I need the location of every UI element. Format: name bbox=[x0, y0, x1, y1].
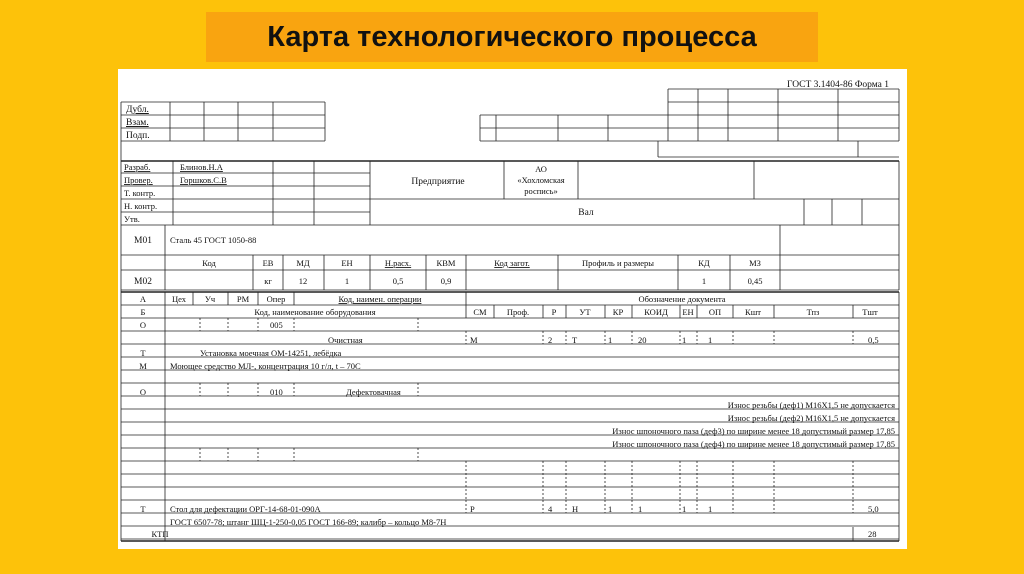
staff-role-tech-control: Т. контр. bbox=[124, 188, 156, 198]
row-a-code: А bbox=[139, 294, 147, 304]
m02-kvm: 0,9 bbox=[440, 276, 452, 286]
op1-o-code: О bbox=[139, 320, 147, 330]
op1-sm: М bbox=[470, 335, 478, 345]
op2-en: 1 bbox=[682, 504, 687, 514]
m02-mz: 0,45 bbox=[747, 276, 763, 286]
op1-material: Моющее средство МЛ-, концентрация 10 г/л, t – 70С bbox=[170, 361, 361, 371]
row-b-tsht: Тшт bbox=[862, 307, 878, 317]
row-a-workplace: РМ bbox=[236, 294, 250, 304]
m-header-kd: КД bbox=[698, 258, 710, 268]
row-b-en: ЕН bbox=[682, 307, 694, 317]
m-header-profile: Профиль и размеры bbox=[582, 258, 654, 268]
m-header-kod-zagot: Код загот. bbox=[494, 258, 530, 268]
dubl-label: Дубл. bbox=[126, 105, 149, 115]
m-header-kvm: КВМ bbox=[436, 258, 456, 268]
op2-defect-3: Износ шпоночного паза (деф3) по ширине менее 18 допустимый размер 17,85 bbox=[612, 426, 895, 436]
op2-t-code: Т bbox=[140, 504, 146, 514]
op1-en: 1 bbox=[682, 335, 687, 345]
op2-equipment: Стол для дефектации ОРГ-14-68-01-090А bbox=[170, 504, 321, 514]
staff-role-checker: Провер. bbox=[124, 175, 153, 185]
m-header-md: МД bbox=[296, 258, 310, 268]
process-card-form bbox=[118, 69, 907, 549]
staff-name-checker: Горшков.С.В bbox=[180, 175, 227, 185]
slide-title: Карта технологического процесса bbox=[267, 20, 757, 53]
op1-r: 2 bbox=[548, 335, 553, 345]
m-header-kod: Код bbox=[202, 258, 216, 268]
op2-number: 010 bbox=[270, 387, 283, 397]
row-a-op-name: Код, наимен. операции bbox=[338, 294, 422, 304]
op1-equipment: Установка моечная ОМ-14251, лебёдка bbox=[200, 348, 342, 358]
m-header-en: ЕН bbox=[341, 258, 353, 268]
op1-name: Очистная bbox=[328, 335, 363, 345]
m-header-ev: ЕВ bbox=[262, 258, 274, 268]
op1-m-code: М bbox=[139, 361, 147, 371]
op2-koid: 1 bbox=[638, 504, 643, 514]
row-b-kr: КР bbox=[612, 307, 624, 317]
staff-role-norm-control: Н. контр. bbox=[124, 201, 158, 211]
op2-kr: 1 bbox=[608, 504, 613, 514]
op2-o-code: О bbox=[139, 387, 147, 397]
enterprise-name-line-3: роспись» bbox=[524, 186, 558, 196]
op2-sm: Р bbox=[470, 504, 475, 514]
op2-tsht: 5,0 bbox=[868, 504, 879, 514]
ktp-value: 28 bbox=[868, 529, 877, 539]
op2-name: Дефектовачная bbox=[346, 387, 401, 397]
row-b-tpz: Тпз bbox=[806, 307, 820, 317]
op1-tsht: 0,5 bbox=[868, 335, 879, 345]
op1-number: 005 bbox=[270, 320, 283, 330]
m02-en: 1 bbox=[344, 276, 350, 286]
m02-ev: кг bbox=[264, 276, 272, 286]
row-a-doc: Обозначение документа bbox=[638, 294, 726, 304]
row-a-operation: Опер bbox=[266, 294, 286, 304]
m-header-mz: МЗ bbox=[749, 258, 761, 268]
op2-op: 1 bbox=[708, 504, 713, 514]
m01-material: Сталь 45 ГОСТ 1050-88 bbox=[170, 235, 257, 245]
part-name: Вал bbox=[578, 208, 594, 218]
m-header-nrash: Н.расх. bbox=[384, 258, 412, 268]
m01-code: М01 bbox=[134, 236, 152, 246]
op1-koid: 20 bbox=[638, 335, 647, 345]
enterprise-name-line-2: «Хохломская bbox=[517, 175, 565, 185]
row-b-op: ОП bbox=[708, 307, 722, 317]
m02-md: 12 bbox=[298, 276, 308, 286]
enterprise-name-line-1: АО bbox=[535, 164, 547, 174]
op2-ut: Н bbox=[572, 504, 579, 514]
op1-ut: Т bbox=[572, 335, 578, 345]
row-b-ut: УТ bbox=[579, 307, 591, 317]
m02-nrash: 0,5 bbox=[392, 276, 404, 286]
op1-t-code: Т bbox=[140, 348, 146, 358]
enterprise-label: Предприятие bbox=[411, 177, 465, 187]
m02-kd: 1 bbox=[701, 276, 707, 286]
title-banner bbox=[206, 12, 818, 62]
op2-defect-4: Износ шпоночного паза (деф4) по ширине менее 18 допустимый размер 17,85 bbox=[612, 439, 895, 449]
row-a-shop: Цех bbox=[171, 294, 187, 304]
row-b-prof: Проф. bbox=[506, 307, 530, 317]
row-b-r: Р bbox=[551, 307, 557, 317]
op2-r: 4 bbox=[548, 504, 553, 514]
vzam-label: Взам. bbox=[126, 118, 149, 128]
row-b-code: Б bbox=[140, 307, 146, 317]
staff-role-developer: Разраб. bbox=[124, 162, 151, 172]
row-a-section: Уч bbox=[204, 294, 216, 304]
op1-kr: 1 bbox=[608, 335, 613, 345]
ktp-label: КТП bbox=[151, 529, 169, 539]
m02-code: М02 bbox=[134, 277, 152, 287]
staff-name-developer: Блинов.Н.А bbox=[180, 162, 223, 172]
podp-label: Подп. bbox=[126, 131, 150, 141]
form-grid bbox=[118, 69, 907, 549]
row-b-koid: КОИД bbox=[644, 307, 668, 317]
op2-defect-2: Износ резьбы (деф2) М16Х1,5 не допускается bbox=[727, 413, 895, 423]
row-b-ksht: Кшт bbox=[745, 307, 761, 317]
row-b-equipment: Код, наименование оборудования bbox=[254, 307, 376, 317]
staff-role-approver: Утв. bbox=[124, 214, 140, 224]
gost-form-label: ГОСТ 3.1404-86 Форма 1 bbox=[786, 80, 889, 90]
row-b-sm: СМ bbox=[473, 307, 487, 317]
op2-tools: ГОСТ 6507-78; штанг ШЦ-1-250-0,05 ГОСТ 166-89; калибр – кольцо М8-7Н bbox=[170, 517, 447, 527]
op2-defect-1: Износ резьбы (деф1) М16Х1,5 не допускается bbox=[727, 400, 895, 410]
op1-op: 1 bbox=[708, 335, 713, 345]
